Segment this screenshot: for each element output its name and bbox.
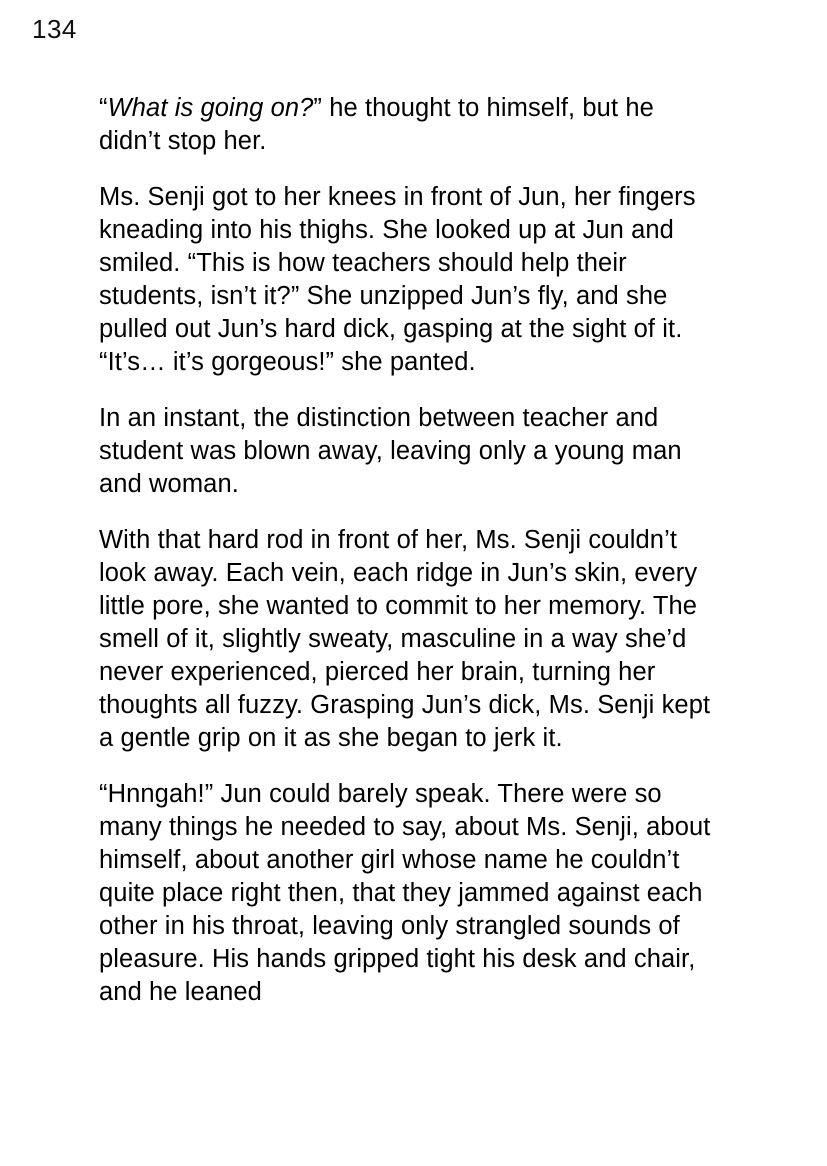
paragraph: With that hard rod in front of her, Ms. Senji couldn’t look away. Each vein, each ridge in Jun’s skin, every little pore, she wanted to commit to her memory. The smell of it, slightly sweaty, masculine in a way she’d never experienced, pierced her brain, turning her thoughts all fuzzy. Grasping Jun’s dick, Ms. Senji kept a gentle grip on it as she began to jerk it. <box>99 526 711 752</box>
body-text-column <box>99 92 714 1009</box>
paragraph: “What is going on?” he thought to himself, but he didn’t stop her. <box>99 94 654 155</box>
page-number: 134 <box>32 14 77 44</box>
paragraph: In an instant, the distinction between teacher and student was blown away, leaving only a young man and woman. <box>99 404 682 498</box>
paragraph: “Hnngah!” Jun could barely speak. There were so many things he needed to say, about Ms. Senji, about himself, about another girl whose name he couldn’t quite place right then, that they jammed against each other in his throat, leaving only strangled sounds of pleasure. His hands gripped tight his desk and chair, and he leaned <box>99 780 711 1006</box>
paragraph: Ms. Senji got to her knees in front of Jun, her fingers kneading into his thighs. She looked up at Jun and smiled. “This is how teachers should help their students, isn’t it?” She unzipped Jun’s fly, and she pulled out Jun’s hard dick, gasping at the sight of it. “It’s… it’s gorgeous!” she panted. <box>99 183 696 376</box>
